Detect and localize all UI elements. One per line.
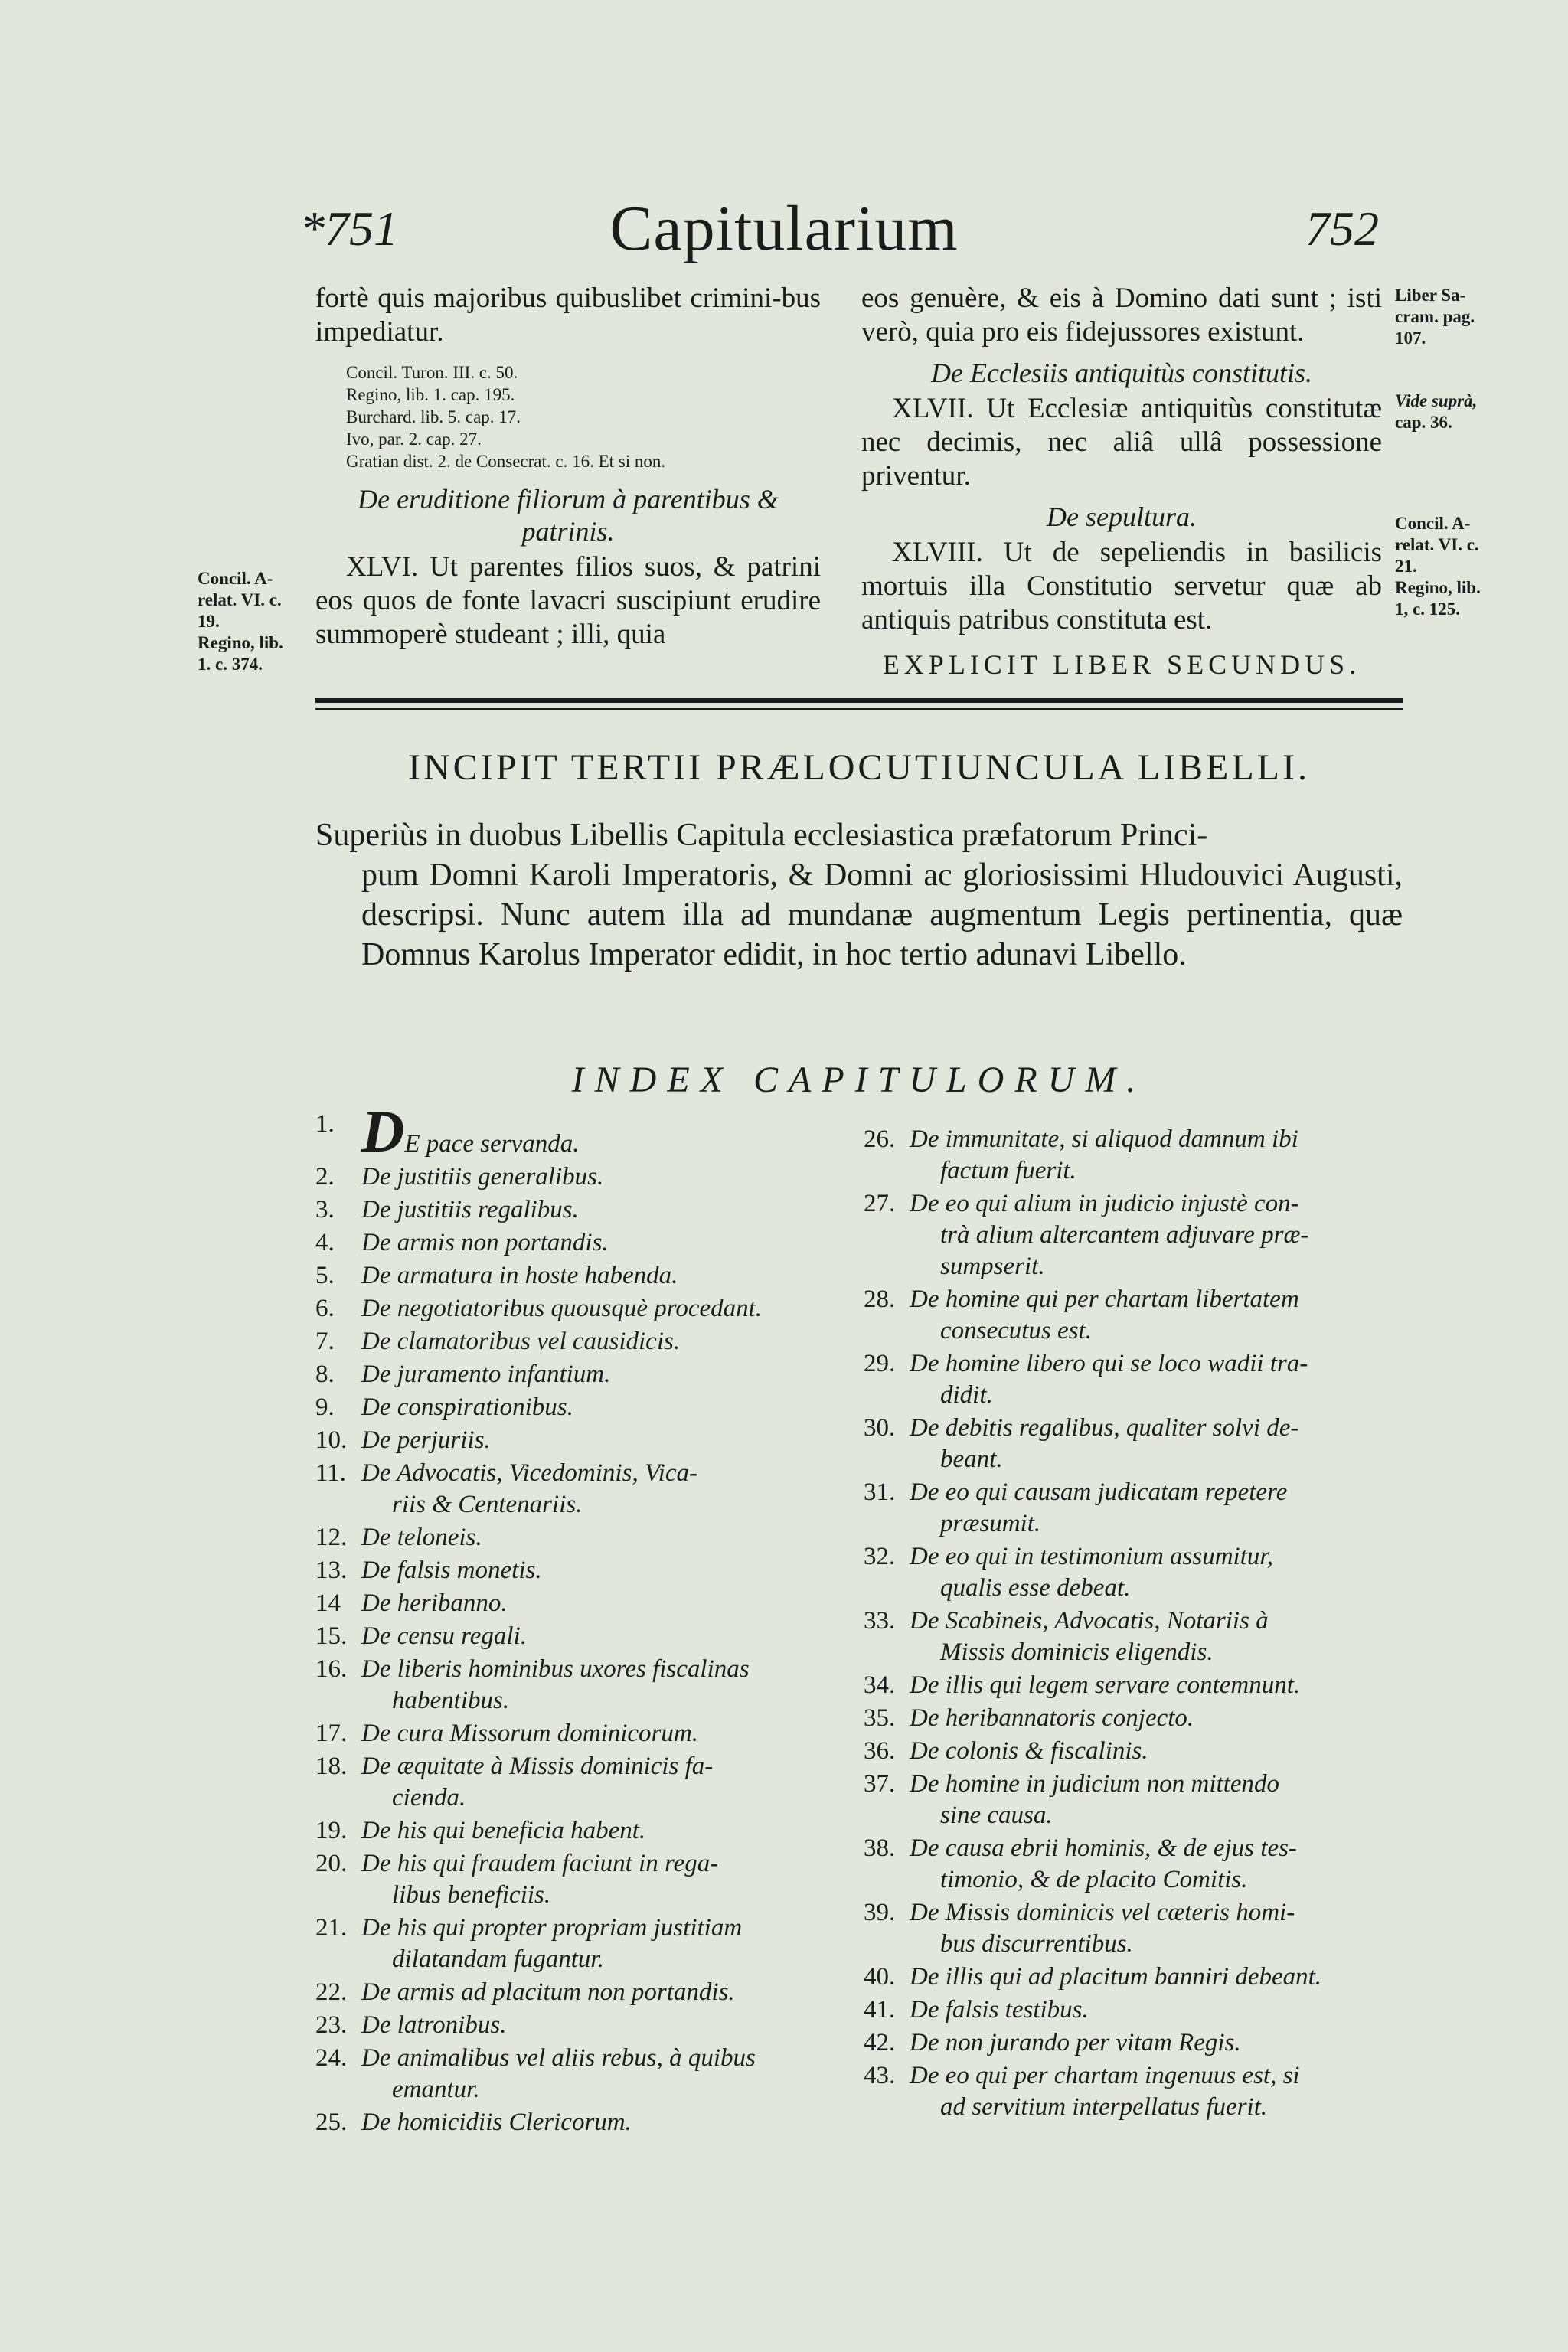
index-title-text: De eo qui alium in judicio injustè con- bbox=[910, 1190, 1299, 1217]
margin-line: Vide suprà, bbox=[1395, 391, 1478, 410]
index-title bbox=[910, 1124, 1400, 1187]
index-title-text: De his qui fraudem faciunt in rega- bbox=[361, 1850, 719, 1877]
index-number: 35. bbox=[864, 1704, 896, 1732]
explicit-line: EXPLICIT LIBER SECUNDUS. bbox=[882, 649, 1361, 680]
index-title bbox=[910, 1994, 1400, 2026]
index-title bbox=[361, 1392, 836, 1423]
index-title-continuation: dilatandam fugantur. bbox=[392, 1945, 604, 1973]
index-title-text: De armatura in hoste habenda. bbox=[361, 1262, 678, 1289]
index-number: 39. bbox=[864, 1899, 896, 1926]
index-title bbox=[361, 1555, 836, 1586]
index-item bbox=[864, 1736, 1400, 1767]
right-page-number: 752 bbox=[1305, 201, 1379, 256]
index-item bbox=[315, 1654, 836, 1717]
index-title-continuation: ad servitium interpellatus fuerit. bbox=[940, 2093, 1268, 2121]
index-title-continuation: beant. bbox=[940, 1446, 1003, 1473]
index-item bbox=[864, 1413, 1400, 1475]
index-item bbox=[315, 2010, 836, 2041]
index-item bbox=[315, 1098, 836, 1165]
index-title-continuation: sine causa. bbox=[940, 1802, 1053, 1829]
section-heading: De eruditione filiorum à parentibus & patrinis. bbox=[358, 484, 779, 547]
index-title-text: De justitiis generalibus. bbox=[361, 1163, 604, 1191]
index-title bbox=[361, 1815, 836, 1847]
index-title bbox=[910, 1188, 1400, 1282]
citation-list bbox=[346, 361, 821, 472]
index-number: 40. bbox=[864, 1963, 896, 1991]
index-item bbox=[315, 1194, 836, 1226]
index-title bbox=[361, 1718, 836, 1749]
margin-line: Regino, lib. bbox=[1395, 578, 1481, 597]
index-number: 42. bbox=[864, 2029, 896, 2056]
index-title-text: De heribannatoris conjecto. bbox=[910, 1704, 1194, 1732]
index-number: 31. bbox=[864, 1478, 896, 1506]
index-title-continuation: Missis dominicis eligendis. bbox=[940, 1638, 1214, 1666]
citation: Ivo, par. 2. cap. 27. bbox=[346, 430, 482, 449]
index-title bbox=[910, 1670, 1400, 1701]
index-title bbox=[361, 1326, 836, 1357]
index-title-text: De juramento infantium. bbox=[361, 1361, 611, 1388]
divider-thick bbox=[315, 698, 1403, 703]
index-number: 4. bbox=[315, 1229, 335, 1256]
index-title bbox=[361, 1194, 836, 1226]
index-title-text: De homicidiis Clericorum. bbox=[361, 2109, 632, 2136]
index-title-text: De debitis regalibus, qualiter solvi de- bbox=[910, 1414, 1299, 1442]
index-title bbox=[361, 1161, 836, 1193]
index-number: 19. bbox=[315, 1817, 348, 1844]
index-title bbox=[910, 2027, 1400, 2059]
index-title-text: De Scabineis, Advocatis, Notariis à bbox=[910, 1607, 1269, 1635]
index-number: 27. bbox=[864, 1190, 896, 1217]
index-title bbox=[361, 1522, 836, 1553]
index-title-text: De his qui beneficia habent. bbox=[361, 1817, 646, 1844]
index-number: 30. bbox=[864, 1414, 896, 1442]
opening-text: fortè quis majoribus quibuslibet crimini-bus impediatur. bbox=[315, 283, 821, 348]
index-number: 29. bbox=[864, 1350, 896, 1377]
index-item bbox=[864, 1897, 1400, 1960]
index-item bbox=[864, 1962, 1400, 1993]
index-title bbox=[361, 1227, 836, 1259]
index-title bbox=[910, 1477, 1400, 1540]
index-title-continuation: sumpserit. bbox=[940, 1253, 1045, 1280]
index-title-text: De homine libero qui se loco wadii tra- bbox=[910, 1350, 1308, 1377]
index-item bbox=[315, 1425, 836, 1456]
index-title-continuation: didit. bbox=[940, 1381, 993, 1409]
index-title-text: De conspirationibus. bbox=[361, 1393, 573, 1421]
index-title-text: De non jurando per vitam Regis. bbox=[910, 2029, 1241, 2056]
index-title bbox=[361, 1098, 836, 1165]
margin-note-right-2 bbox=[1395, 390, 1525, 433]
index-number: 13. bbox=[315, 1557, 348, 1584]
index-title bbox=[910, 1284, 1400, 1347]
index-title-text: E pace servanda. bbox=[404, 1130, 580, 1158]
index-number: 7. bbox=[315, 1328, 335, 1355]
index-title bbox=[910, 1897, 1400, 1960]
index-number: 8. bbox=[315, 1361, 335, 1388]
index-title-text: De censu regali. bbox=[361, 1622, 527, 1650]
index-title-continuation: cienda. bbox=[392, 1784, 466, 1811]
index-title bbox=[361, 2107, 836, 2138]
index-title bbox=[361, 1654, 836, 1717]
index-item bbox=[315, 1977, 836, 2008]
index-item bbox=[315, 1260, 836, 1292]
index-item bbox=[864, 2027, 1400, 2059]
index-title-text: De latronibus. bbox=[361, 2011, 507, 2039]
index-title-text: De negotiatoribus quousquè procedant. bbox=[361, 1295, 763, 1322]
index-number: 24. bbox=[315, 2044, 348, 2072]
index-title bbox=[361, 1751, 836, 1814]
index-title-text: De perjuriis. bbox=[361, 1426, 491, 1454]
citation: Burchard. lib. 5. cap. 17. bbox=[346, 407, 521, 426]
index-title-text: De falsis monetis. bbox=[361, 1557, 542, 1584]
margin-line: cram. pag. bbox=[1395, 307, 1475, 326]
index-title-continuation: qualis esse debeat. bbox=[940, 1574, 1131, 1602]
index-number: 32. bbox=[864, 1543, 896, 1570]
index-item bbox=[315, 1458, 836, 1521]
index-item bbox=[864, 1670, 1400, 1701]
left-column bbox=[315, 282, 821, 652]
index-title-text: De cura Missorum dominicorum. bbox=[361, 1720, 698, 1747]
index-number: 38. bbox=[864, 1834, 896, 1862]
incipit-heading: INCIPIT TERTII PRÆLOCUTIUNCULA LIBELLI. bbox=[408, 747, 1310, 788]
index-number: 2. bbox=[315, 1163, 335, 1191]
index-item bbox=[864, 1477, 1400, 1540]
index-item bbox=[864, 1541, 1400, 1604]
index-title-text: De justitiis regalibus. bbox=[361, 1196, 579, 1223]
page-title: Capitularium bbox=[609, 193, 959, 264]
margin-note-right-1 bbox=[1395, 285, 1517, 349]
index-item bbox=[864, 1124, 1400, 1187]
index-title-text: De eo qui in testimonium assumitur, bbox=[910, 1543, 1273, 1570]
citation: Concil. Turon. III. c. 50. bbox=[346, 363, 518, 382]
divider-thin bbox=[315, 708, 1403, 710]
index-number: 9. bbox=[315, 1393, 335, 1421]
index-number: 16. bbox=[315, 1655, 348, 1683]
index-title-continuation: habentibus. bbox=[392, 1687, 510, 1714]
index-item bbox=[315, 1621, 836, 1652]
index-item bbox=[315, 1392, 836, 1423]
index-title-text: De illis qui ad placitum banniri debeant. bbox=[910, 1963, 1322, 1991]
index-number: 41. bbox=[864, 1996, 896, 2024]
index-title-text: De armis ad placitum non portandis. bbox=[361, 1978, 735, 2006]
index-title bbox=[361, 2010, 836, 2041]
prologue-rest: pum Domni Karoli Imperatoris, & Domni ac gloriosissimi Hludouvici Augusti, descripsi. Nunc autem illa ad mundanæ augmentum Legis pertinentia, quæ Domnus Karolus Imperator edidit, in hoc tertio adunavi Libello. bbox=[361, 858, 1403, 972]
index-item bbox=[864, 1188, 1400, 1282]
index-title bbox=[361, 1977, 836, 2008]
index-item bbox=[315, 2043, 836, 2105]
index-number: 3. bbox=[315, 1196, 335, 1223]
index-title-text: De æquitate à Missis dominicis fa- bbox=[361, 1753, 714, 1780]
index-title-text: De Advocatis, Vicedominis, Vica- bbox=[361, 1459, 697, 1487]
margin-line: 21. bbox=[1395, 557, 1417, 576]
margin-line: Regino, lib. bbox=[198, 633, 283, 652]
index-title bbox=[361, 1425, 836, 1456]
index-title bbox=[910, 1962, 1400, 1993]
index-title-continuation: consecutus est. bbox=[940, 1317, 1092, 1344]
index-title-text: De falsis testibus. bbox=[910, 1996, 1089, 2024]
index-title-continuation: bus discurrentibus. bbox=[940, 1930, 1133, 1958]
index-title-text: De his qui propter propriam justitiam bbox=[361, 1914, 743, 1942]
index-right-column bbox=[864, 1124, 1400, 2125]
citation: Regino, lib. 1. cap. 195. bbox=[346, 385, 515, 404]
index-heading: INDEX CAPITULORUM. bbox=[571, 1060, 1147, 1100]
index-number: 33. bbox=[864, 1607, 896, 1635]
index-number: 25. bbox=[315, 2109, 348, 2136]
index-item bbox=[864, 1606, 1400, 1668]
index-title bbox=[910, 1833, 1400, 1896]
index-title-text: De causa ebrii hominis, & de ejus tes- bbox=[910, 1834, 1297, 1862]
index-title bbox=[361, 1293, 836, 1325]
index-item bbox=[315, 1359, 836, 1390]
index-number: 21. bbox=[315, 1914, 348, 1942]
index-number: 28. bbox=[864, 1285, 896, 1313]
index-item bbox=[315, 1588, 836, 1619]
margin-line: relat. VI. c. bbox=[1395, 535, 1479, 554]
index-item bbox=[864, 1348, 1400, 1411]
index-title bbox=[910, 1348, 1400, 1411]
index-item bbox=[864, 2060, 1400, 2123]
index-number: 34. bbox=[864, 1671, 896, 1699]
index-number: 36. bbox=[864, 1737, 896, 1765]
margin-line: 1. c. 374. bbox=[198, 655, 263, 674]
index-item bbox=[315, 1227, 836, 1259]
margin-line: relat. VI. c. bbox=[198, 590, 282, 609]
index-title-text: De homine in judicium non mittendo bbox=[910, 1770, 1280, 1798]
index-item bbox=[315, 1815, 836, 1847]
index-title bbox=[361, 1359, 836, 1390]
index-number: 11. bbox=[315, 1459, 347, 1487]
index-number: 18. bbox=[315, 1753, 348, 1780]
index-item bbox=[315, 1161, 836, 1193]
index-title-text: De Missis dominicis vel cæteris homi- bbox=[910, 1899, 1295, 1926]
index-number: 22. bbox=[315, 1978, 348, 2006]
index-number: 43. bbox=[864, 2062, 896, 2089]
index-title-text: De animalibus vel aliis rebus, à quibus bbox=[361, 2044, 756, 2072]
index-item bbox=[864, 1833, 1400, 1896]
index-item bbox=[315, 1848, 836, 1911]
index-number: 12. bbox=[315, 1524, 348, 1551]
index-number: 37. bbox=[864, 1770, 896, 1798]
index-item bbox=[315, 1326, 836, 1357]
index-title bbox=[361, 1260, 836, 1292]
index-item bbox=[315, 2107, 836, 2138]
index-title-text: De colonis & fiscalinis. bbox=[910, 1737, 1148, 1765]
index-number: 14 bbox=[315, 1589, 341, 1617]
index-item bbox=[864, 1703, 1400, 1734]
section-text: XLVII. Ut Ecclesiæ antiquitùs constitutæ nec decimis, nec aliâ ullâ possessione priventur. bbox=[861, 393, 1382, 492]
index-title-text: De heribanno. bbox=[361, 1589, 508, 1617]
index-title bbox=[910, 1703, 1400, 1734]
index-title-continuation: trà alium altercantem adjuvare præ- bbox=[940, 1221, 1309, 1249]
index-title-text: De teloneis. bbox=[361, 1524, 482, 1551]
index-title bbox=[361, 1588, 836, 1619]
left-page-number: *751 bbox=[300, 201, 398, 256]
index-item bbox=[315, 1555, 836, 1586]
index-title bbox=[361, 1621, 836, 1652]
index-item bbox=[864, 1994, 1400, 2026]
index-title-continuation: præsumit. bbox=[940, 1510, 1041, 1537]
index-title bbox=[910, 1541, 1400, 1604]
index-left-column bbox=[315, 1098, 836, 2140]
index-number: 23. bbox=[315, 2011, 348, 2039]
index-title bbox=[910, 1606, 1400, 1668]
prologue bbox=[315, 815, 1403, 975]
index-title-text: De immunitate, si aliquod damnum ibi bbox=[910, 1125, 1298, 1153]
margin-note-right-3 bbox=[1395, 513, 1525, 620]
index-item bbox=[864, 1284, 1400, 1347]
index-title bbox=[361, 1848, 836, 1911]
drop-capital: D bbox=[361, 1098, 405, 1165]
index-title-text: De armis non portandis. bbox=[361, 1229, 609, 1256]
section-text: XLVI. Ut parentes filios suos, & patrini eos quos de fonte lavacri suscipiunt erudire summoperè studeant ; illi, quia bbox=[315, 551, 821, 650]
margin-line: 19. bbox=[198, 612, 220, 631]
index-title-text: De illis qui legem servare contemnunt. bbox=[910, 1671, 1301, 1699]
index-title-continuation: libus beneficiis. bbox=[392, 1881, 551, 1909]
index-item bbox=[864, 1769, 1400, 1831]
index-number: 1. bbox=[315, 1110, 335, 1138]
index-number: 26. bbox=[864, 1125, 896, 1153]
prologue-first-line: Superiùs in duobus Libellis Capitula ecclesiastica præfatorum Princi- bbox=[315, 818, 1208, 853]
index-title-continuation: factum fuerit. bbox=[940, 1157, 1076, 1184]
index-title-continuation: timonio, & de placito Comitis. bbox=[940, 1866, 1248, 1893]
index-number: 20. bbox=[315, 1850, 348, 1877]
section-heading: De Ecclesiis antiquitùs constitutis. bbox=[931, 358, 1312, 388]
margin-line: 107. bbox=[1395, 328, 1426, 348]
index-title-text: De liberis hominibus uxores fiscalinas bbox=[361, 1655, 750, 1683]
margin-note-left bbox=[198, 568, 312, 675]
margin-line: 1, c. 125. bbox=[1395, 599, 1460, 619]
index-title bbox=[361, 1913, 836, 1975]
index-title bbox=[910, 1769, 1400, 1831]
section-text: XLVIII. Ut de sepeliendis in basilicis mortuis illa Constitutio servetur quæ ab antiquis patribus constituta est. bbox=[861, 537, 1382, 635]
index-title bbox=[910, 2060, 1400, 2123]
margin-line: Concil. A- bbox=[1395, 514, 1471, 533]
index-title bbox=[361, 1458, 836, 1521]
right-column bbox=[861, 282, 1382, 681]
index-title-text: De clamatoribus vel causidicis. bbox=[361, 1328, 681, 1355]
index-item bbox=[315, 1913, 836, 1975]
index-item bbox=[315, 1293, 836, 1325]
index-number: 15. bbox=[315, 1622, 348, 1650]
index-number: 6. bbox=[315, 1295, 335, 1322]
section-heading: De sepultura. bbox=[1047, 501, 1197, 532]
index-title bbox=[910, 1413, 1400, 1475]
continued-text: eos genuère, & eis à Domino dati sunt ; isti verò, quia pro eis fidejussores existunt. bbox=[861, 283, 1382, 348]
index-number: 10. bbox=[315, 1426, 348, 1454]
index-item bbox=[315, 1718, 836, 1749]
index-title bbox=[910, 1736, 1400, 1767]
index-number: 17. bbox=[315, 1720, 348, 1747]
index-title-continuation: riis & Centenariis. bbox=[392, 1491, 583, 1518]
index-title-text: De homine qui per chartam libertatem bbox=[910, 1285, 1299, 1313]
index-item bbox=[315, 1522, 836, 1553]
index-title-text: De eo qui per chartam ingenuus est, si bbox=[910, 2062, 1300, 2089]
citation: Gratian dist. 2. de Consecrat. c. 16. Et si non. bbox=[346, 452, 666, 471]
index-item bbox=[315, 1751, 836, 1814]
margin-line: cap. 36. bbox=[1395, 413, 1452, 432]
margin-line: Concil. A- bbox=[198, 569, 273, 588]
index-number: 5. bbox=[315, 1262, 335, 1289]
index-title-continuation: emantur. bbox=[392, 2076, 480, 2103]
index-title-text: De eo qui causam judicatam repetere bbox=[910, 1478, 1288, 1506]
margin-line: Liber Sa- bbox=[1395, 286, 1466, 305]
index-title bbox=[361, 2043, 836, 2105]
